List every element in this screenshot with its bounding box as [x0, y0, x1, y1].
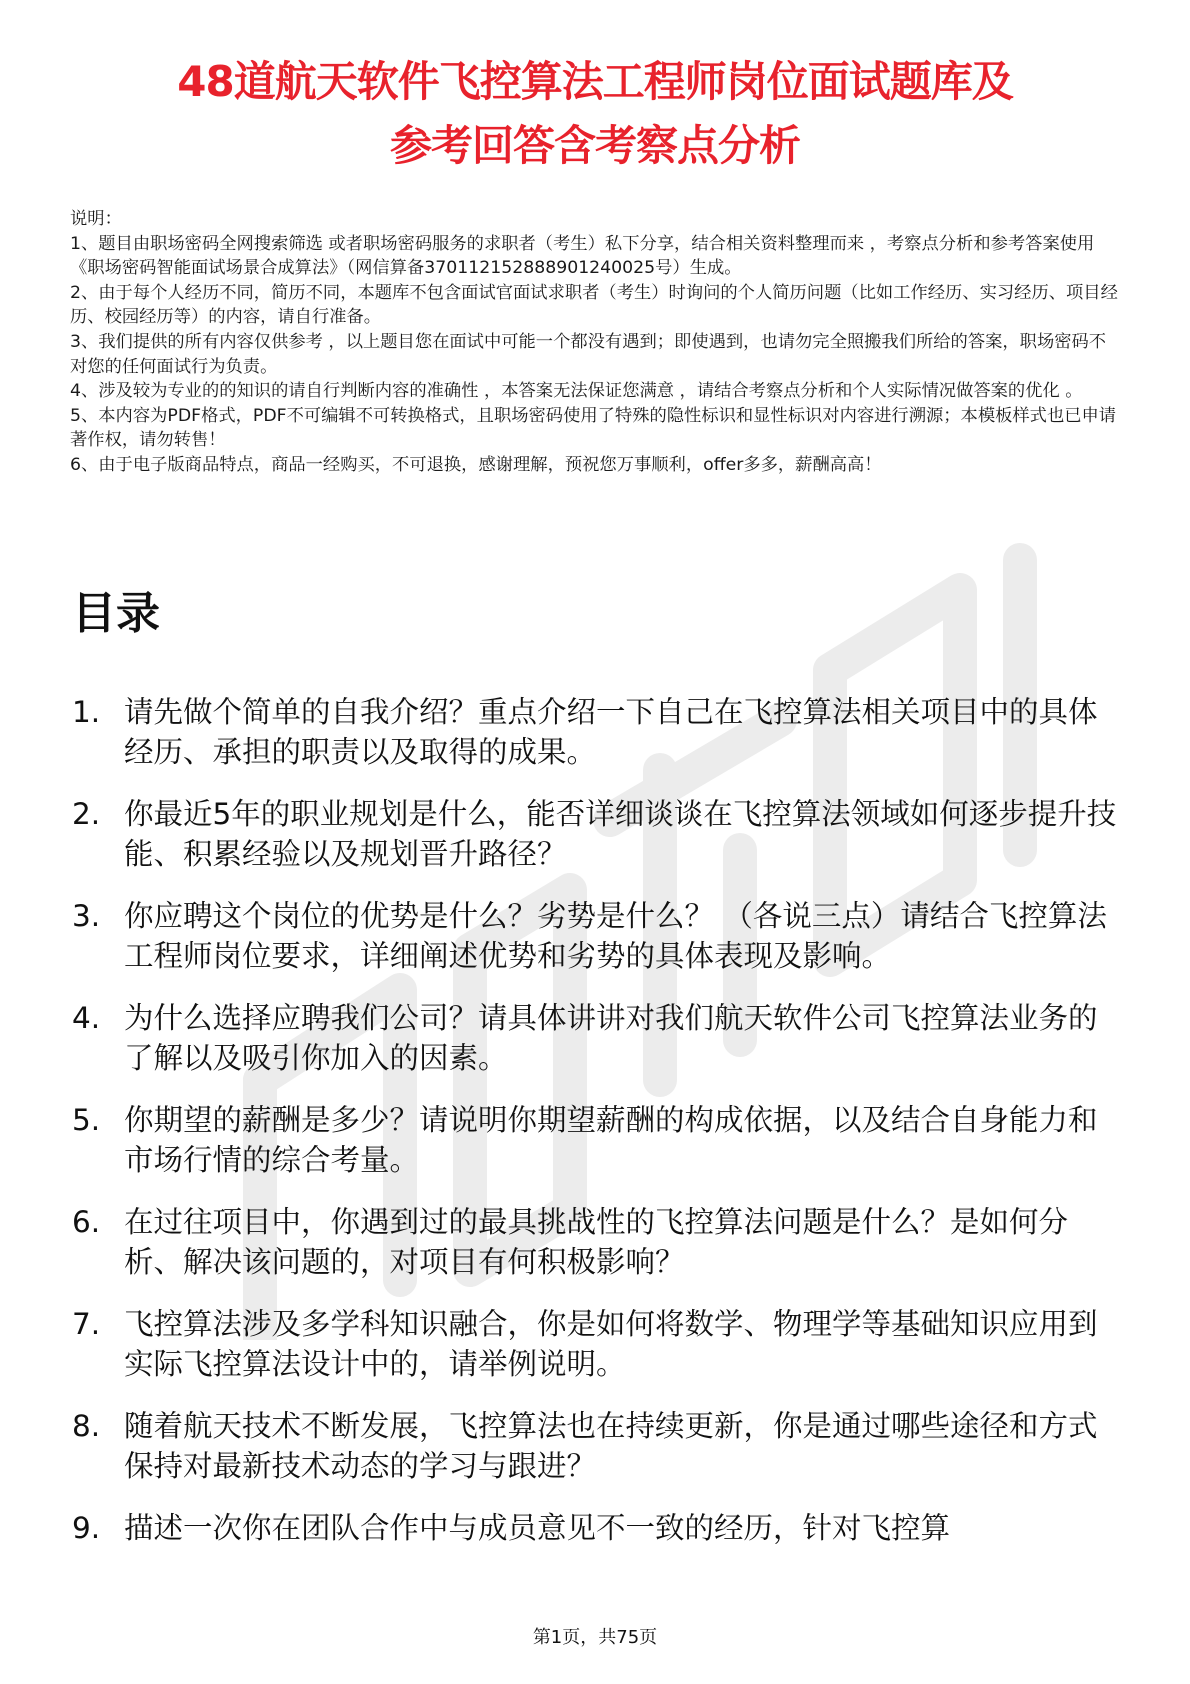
toc-item[interactable]: [72, 692, 1124, 772]
notes-item: 2、由于每个人经历不同，简历不同，本题库不包含面试官面试求职者（考生）时询问的个人简历问题（比如工作经历、实习经历、项目经历、校园经历等）的内容，请自行准备。: [70, 282, 1118, 328]
toc-item[interactable]: [72, 794, 1124, 874]
toc-item-number: 8.: [72, 1409, 101, 1443]
toc-item[interactable]: [72, 1202, 1124, 1282]
toc-item-number: 2.: [72, 797, 101, 831]
notes-item: 6、由于电子版商品特点，商品一经购买，不可退换，感谢理解，预祝您万事顺利，offer多多，薪酬高高！: [70, 454, 882, 475]
notes-item: 3、我们提供的所有内容仅供参考 ，以上题目您在面试中可能一个都没有遇到；即使遇到，也请勿完全照搬我们所给的答案，职场密码不对您的任何面试行为负责。: [70, 331, 1107, 377]
toc-item-text: 你应聘这个岗位的优势是什么？劣势是什么？ （各说三点）请结合飞控算法工程师岗位要求，详细阐述优势和劣势的具体表现及影响。: [124, 899, 1107, 973]
toc-item-text: 在过往项目中，你遇到过的最具挑战性的飞控算法问题是什么？是如何分析、解决该问题的，对项目有何积极影响？: [124, 1205, 1069, 1279]
toc-item[interactable]: [72, 1304, 1124, 1384]
toc-item-number: 1.: [72, 695, 101, 729]
toc-item-number: 6.: [72, 1205, 101, 1239]
toc-item-text: 你期望的薪酬是多少？请说明你期望薪酬的构成依据，以及结合自身能力和市场行情的综合考量。: [124, 1103, 1098, 1177]
toc-item-text: 你最近5年的职业规划是什么，能否详细谈谈在飞控算法领域如何逐步提升技能、积累经验以及规划晋升路径？: [124, 797, 1117, 871]
toc-item[interactable]: [72, 1508, 1124, 1548]
notes-section: [70, 207, 1120, 478]
toc-item-text: 为什么选择应聘我们公司？请具体讲讲对我们航天软件公司飞控算法业务的了解以及吸引你加入的因素。: [124, 1001, 1098, 1075]
toc-item-number: 3.: [72, 899, 101, 933]
toc-item-text: 请先做个简单的自我介绍？重点介绍一下自己在飞控算法相关项目中的具体经历、承担的职责以及取得的成果。: [124, 695, 1098, 769]
toc-item[interactable]: [72, 1406, 1124, 1486]
toc-item-number: 5.: [72, 1103, 101, 1137]
notes-item: 1、题目由职场密码全网搜索筛选 或者职场密码服务的求职者（考生）私下分享，结合相关资料整理而来 ，考察点分析和参考答案使用《职场密码智能面试场景合成算法》（网信算备370112152888901240025号）生成。: [70, 233, 1095, 279]
toc-item-text: 随着航天技术不断发展，飞控算法也在持续更新，你是通过哪些途径和方式保持对最新技术动态的学习与跟进？: [124, 1409, 1098, 1483]
toc-item[interactable]: [72, 1100, 1124, 1180]
toc-item-number: 4.: [72, 1001, 101, 1035]
page-number: 第1页，共75页: [532, 1627, 658, 1648]
notes-item: 4、涉及较为专业的的知识的请自行判断内容的准确性 ，本答案无法保证您满意 ，请结合考察点分析和个人实际情况做答案的优化 。: [70, 381, 1083, 402]
toc-item[interactable]: [72, 896, 1124, 976]
document-title: [70, 50, 1120, 178]
toc-item[interactable]: [72, 998, 1124, 1078]
toc-list: [72, 692, 1124, 1570]
toc-item-text: 描述一次你在团队合作中与成员意见不一致的经历，针对飞控算: [124, 1511, 951, 1545]
title-line-1: 48道航天软件飞控算法工程师岗位面试题库及: [177, 57, 1013, 106]
title-line-2: 参考回答含考察点分析: [389, 121, 800, 170]
notes-heading: 说明：: [70, 209, 122, 229]
toc-heading: 目录: [72, 588, 160, 639]
toc-item-number: 7.: [72, 1307, 101, 1341]
notes-item: 5、本内容为PDF格式，PDF不可编辑不可转换格式，且职场密码使用了特殊的隐性标识和显性标识对内容进行溯源；本模板样式也已申请著作权，请勿转售！: [70, 405, 1117, 451]
toc-item-number: 9.: [72, 1511, 101, 1545]
toc-item-text: 飞控算法涉及多学科知识融合，你是如何将数学、物理学等基础知识应用到实际飞控算法设计中的，请举例说明。: [124, 1307, 1098, 1381]
